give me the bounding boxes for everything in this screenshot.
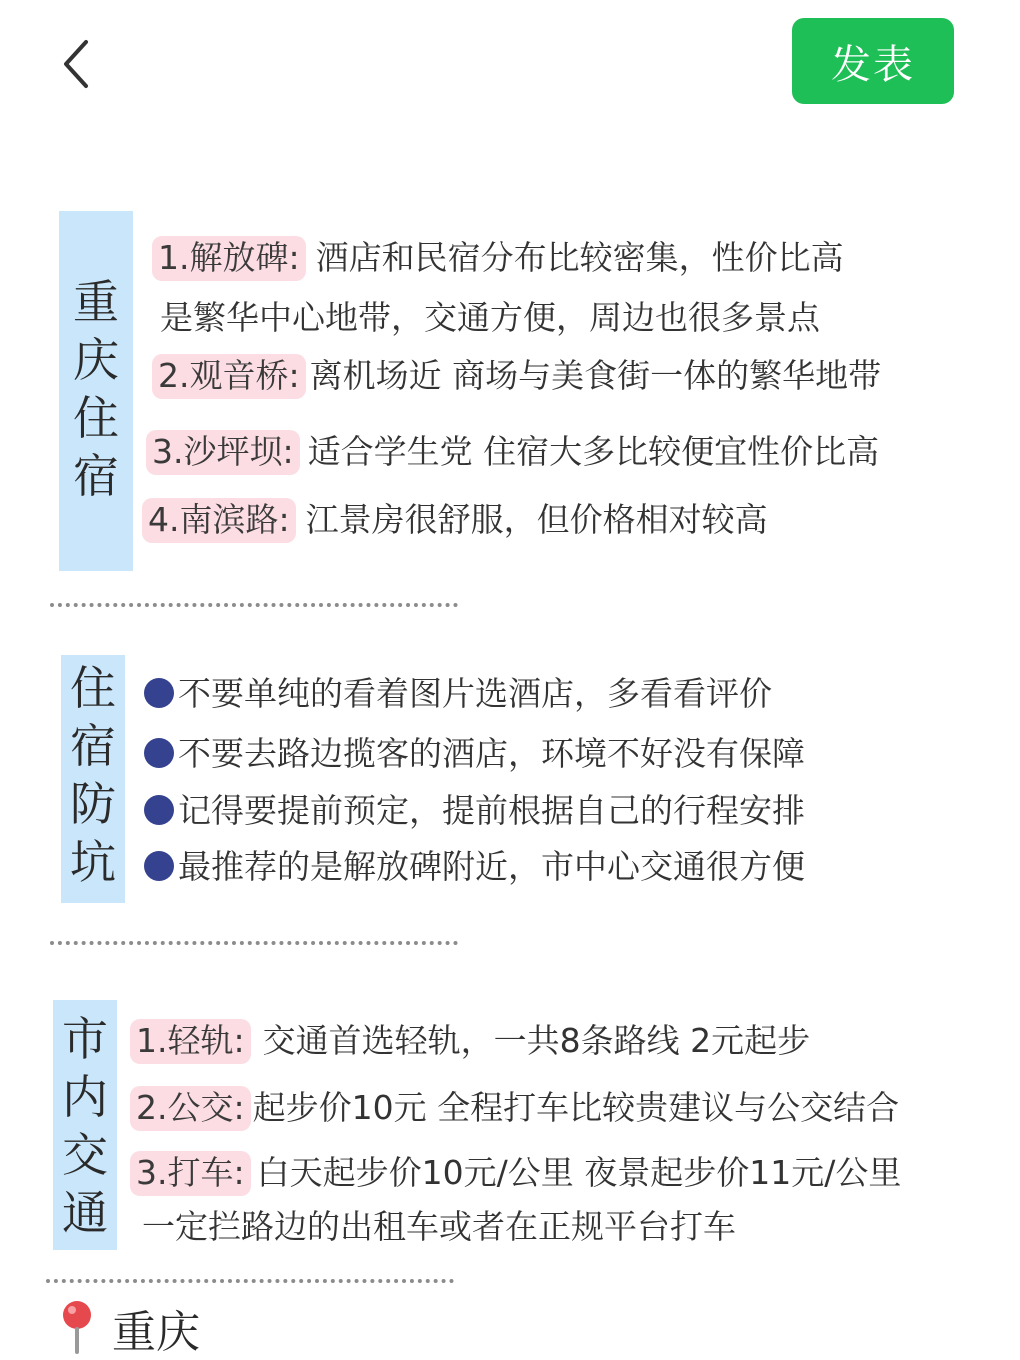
item-text: 起步价10元 全程打车比较贵建议与公交结合 [252, 1088, 900, 1127]
list-item [144, 787, 805, 835]
item-text: 记得要提前预定，提前根据自己的行程安排 [178, 791, 805, 830]
location-text: 重庆 [112, 1307, 200, 1358]
chevron-left-icon [56, 36, 100, 92]
item-text: 白天起步价10元/公里 夜景起步价11元/公里 [256, 1153, 902, 1192]
item-tag: 3.打车: [130, 1151, 251, 1196]
item-tag: 2.公交: [130, 1086, 251, 1131]
item-tag: 1.解放碑: [152, 236, 306, 281]
section-title: 重庆住宿 [73, 275, 119, 503]
list-item-continuation [142, 1203, 736, 1251]
divider [50, 603, 458, 607]
item-tag: 3.沙坪坝: [146, 430, 300, 475]
item-tag: 4.南滨路: [142, 498, 296, 543]
item-text: 离机场近 商场与美食街一体的繁华地带 [309, 356, 882, 395]
location-pin-icon [60, 1300, 94, 1356]
list-item-continuation [160, 294, 820, 342]
section-label-lodging [59, 211, 133, 571]
item-text: 不要去路边揽客的酒店，环境不好没有保障 [178, 734, 805, 773]
item-text: 最推荐的是解放碑附近，市中心交通很方便 [178, 847, 805, 886]
list-item [130, 1084, 899, 1132]
item-text: 不要单纯的看着图片选酒店，多看看评价 [178, 674, 772, 713]
item-text: 适合学生党 住宿大多比较便宜性价比高 [307, 432, 880, 471]
list-item [144, 730, 805, 778]
divider [46, 1279, 454, 1283]
item-text: 是繁华中心地带，交通方便，周边也很多景点 [160, 298, 820, 337]
item-tag: 1.轻轨: [130, 1019, 251, 1064]
item-text: 酒店和民宿分布比较密集，性价比高 [315, 238, 844, 277]
bullet-icon [144, 738, 174, 768]
item-text: 交通首选轻轨，一共8条路线 2元起步 [262, 1021, 811, 1060]
list-item [146, 428, 879, 476]
list-item [152, 234, 844, 282]
item-text: 一定拦路边的出租车或者在正规平台打车 [142, 1207, 736, 1246]
list-item [144, 670, 772, 718]
divider [50, 941, 458, 945]
publish-button[interactable]: 发表 [792, 18, 954, 104]
section-title: 市内交通 [62, 1012, 108, 1240]
list-item [152, 352, 881, 400]
bullet-icon [144, 795, 174, 825]
bullet-icon [144, 678, 174, 708]
list-item [130, 1149, 901, 1197]
section-title: 住宿防坑 [70, 661, 116, 889]
section-label-transport [53, 1000, 117, 1250]
item-tag: 2.观音桥: [152, 354, 306, 399]
bullet-icon [144, 851, 174, 881]
item-text: 江景房很舒服，但价格相对较高 [305, 500, 768, 539]
location-tag[interactable] [60, 1298, 200, 1358]
list-item [142, 496, 768, 544]
list-item [144, 843, 805, 891]
section-label-tips [61, 655, 125, 903]
back-button[interactable] [56, 36, 100, 92]
list-item [130, 1017, 810, 1065]
